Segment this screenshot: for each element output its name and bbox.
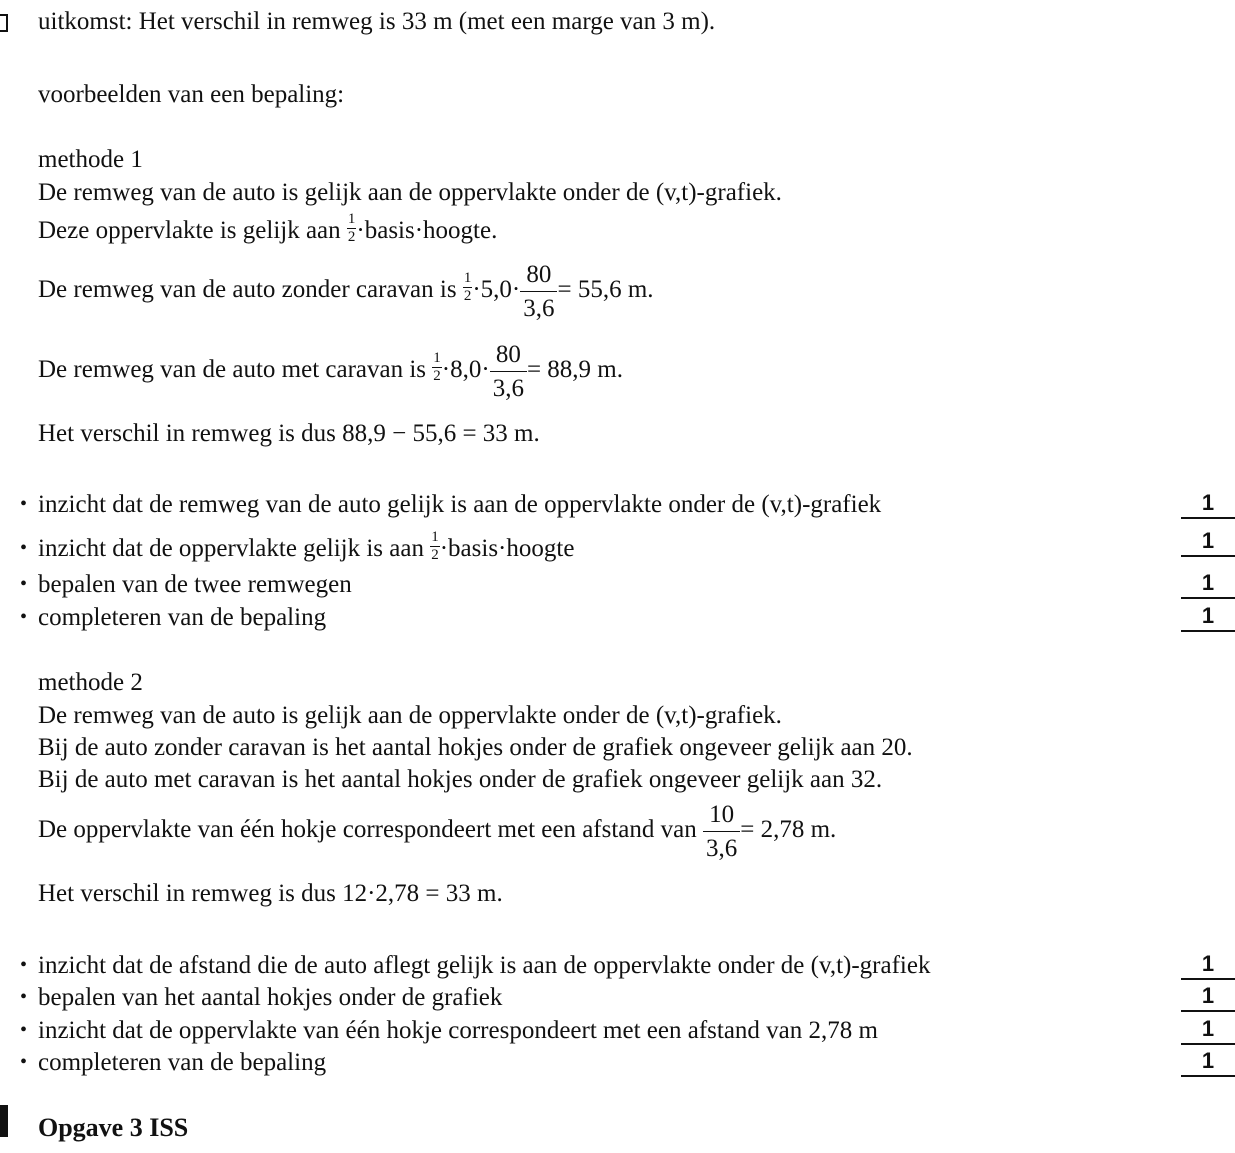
score-value: 1	[1181, 953, 1235, 980]
checkbox-icon	[0, 14, 8, 32]
criterion-item: • bepalen van het aantal hokjes onder de grafiek	[20, 984, 503, 1011]
bullet-icon: •	[20, 1051, 28, 1073]
hokje-fraction: $\frac{10}{3,6}$	[703, 802, 740, 861]
methode-1-title: methode 1	[38, 146, 143, 173]
voorbeelden-heading: voorbeelden van een bepaling:	[38, 81, 345, 108]
criterion-item: • inzicht dat de afstand die de auto aflegt gelijk is aan de oppervlakte onder de (v,t)-grafiek	[20, 952, 931, 979]
bullet-icon: •	[20, 537, 28, 559]
remweg-zonder-line	[38, 262, 654, 321]
section-heading: Opgave 3 ISS	[38, 1113, 189, 1142]
criterion-item: • inzicht dat de oppervlakte van één hokje correspondeert met een afstand van 2,78 m	[20, 1017, 878, 1044]
speed-fraction: $\frac{80}{3,6}$	[490, 342, 527, 401]
speed-fraction: $\frac{80}{3,6}$	[520, 262, 557, 321]
half-fraction: $\frac{1}{2}$	[463, 270, 472, 305]
methode-1-line-2	[38, 212, 497, 245]
methode-1-line-2-suffix: ·basis·hoogte.	[356, 217, 498, 244]
criterion-item: • completeren van de bepaling	[20, 604, 327, 631]
remweg-met-prefix: De remweg van de auto met caravan is	[38, 356, 433, 384]
criterion-item: • bepalen van de twee remwegen	[20, 571, 352, 598]
remweg-met-result: = 88,9 m.	[526, 356, 623, 384]
bullet-icon: •	[20, 1019, 28, 1041]
bullet-icon: •	[20, 606, 28, 628]
score-value: 1	[1181, 605, 1235, 632]
methode-2-line-1: De remweg van de auto is gelijk aan de oppervlakte onder de (v,t)-grafiek.	[38, 702, 782, 729]
half-fraction: $\frac{1}{2}$	[433, 350, 441, 385]
methode-2-title: methode 2	[38, 669, 143, 696]
criterion-item: • inzicht dat de oppervlakte gelijk is aan $\frac{1}{2}$ ·basis·hoogte	[20, 529, 575, 563]
remweg-zonder-result: = 55,6 m.	[557, 276, 654, 304]
bullet-icon: •	[20, 954, 28, 976]
methode-1-line-1: De remweg van de auto is gelijk aan de oppervlakte onder de (v,t)-grafiek.	[38, 179, 782, 206]
hokje-result: = 2,78 m.	[740, 816, 837, 844]
criterion-item: • completeren van de bepaling	[20, 1049, 327, 1076]
uitkomst-line: uitkomst: Het verschil in remweg is 33 m (met een marge van 3 m).	[38, 8, 716, 35]
bullet-icon: •	[20, 986, 28, 1008]
remweg-met-factor: ·8,0·	[441, 356, 490, 384]
bullet-icon: •	[20, 573, 28, 595]
hokje-line	[38, 802, 836, 861]
methode-1-verschil: Het verschil in remweg is dus 88,9 − 55,6 = 33 m.	[38, 420, 540, 447]
remweg-met-line	[38, 342, 623, 401]
criterion-item: • inzicht dat de remweg van de auto gelijk is aan de oppervlakte onder de (v,t)-grafiek	[20, 491, 882, 518]
half-fraction: $\frac{1}{2}$	[431, 529, 439, 563]
score-value: 1	[1181, 492, 1235, 519]
hokje-prefix: De oppervlakte van één hokje correspondeert met een afstand van	[38, 816, 703, 844]
score-value: 1	[1181, 985, 1235, 1012]
methode-2-line-3: Bij de auto met caravan is het aantal hokjes onder de grafiek ongeveer gelijk aan 32.	[38, 766, 883, 793]
remweg-zonder-prefix: De remweg van de auto zonder caravan is	[38, 276, 463, 304]
score-value: 1	[1181, 1050, 1235, 1077]
section-marker-bar	[0, 1105, 8, 1137]
remweg-zonder-factor: ·5,0·	[472, 276, 521, 304]
score-value: 1	[1181, 572, 1235, 599]
bullet-icon: •	[20, 493, 28, 515]
score-value: 1	[1181, 1018, 1235, 1045]
methode-2-line-2: Bij de auto zonder caravan is het aantal hokjes onder de grafiek ongeveer gelijk aan 20.	[38, 734, 913, 761]
methode-2-verschil: Het verschil in remweg is dus 12·2,78 = 33 m.	[38, 880, 503, 907]
methode-1-line-2-prefix: Deze oppervlakte is gelijk aan	[38, 217, 347, 244]
score-value: 1	[1181, 530, 1235, 557]
half-fraction: $\frac{1}{2}$	[347, 211, 356, 245]
